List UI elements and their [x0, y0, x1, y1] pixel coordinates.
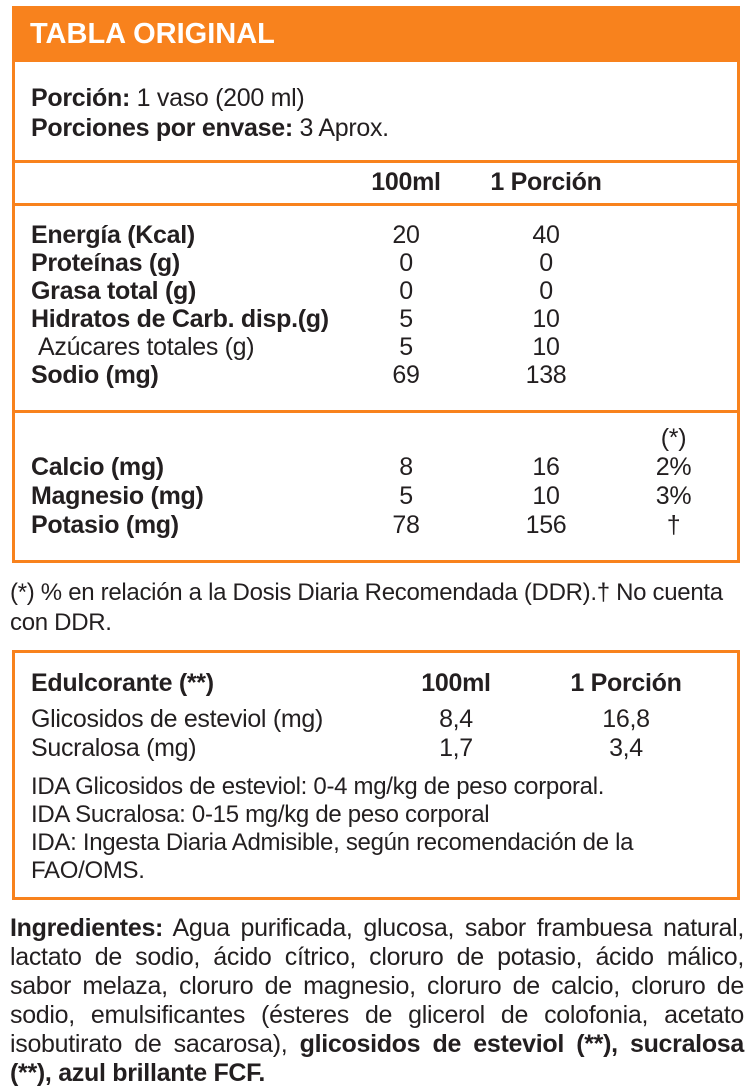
table-row-azucares	[31, 333, 721, 361]
portion-value: 1 vaso (200 ml)	[130, 84, 305, 112]
row-value-portion: 16	[532, 453, 560, 481]
page-title: TABLA ORIGINAL	[30, 17, 275, 50]
row-label: Magnesio (mg)	[31, 482, 204, 510]
row-value-100ml: 8	[399, 453, 413, 481]
col-header-portion: 1 Porción	[490, 168, 602, 196]
ingredients-bold-tail: glicosidos de esteviol (**), sucralosa (**), azul brillante FCF.	[10, 1030, 744, 1087]
ida-notes	[31, 773, 721, 885]
per-container-line	[31, 113, 721, 143]
row-label: Potasio (mg)	[31, 511, 179, 539]
row-label: Proteínas (g)	[31, 249, 180, 277]
serving-section	[15, 62, 737, 160]
ingredients-paragraph	[10, 914, 744, 1088]
table-row-sucralosa	[31, 734, 721, 763]
table-row-calcio	[31, 453, 721, 482]
row-value-portion: 0	[539, 277, 553, 305]
table-row-hidratos	[31, 305, 721, 333]
table-row-proteinas	[31, 249, 721, 277]
table-row-magnesio	[31, 482, 721, 511]
daily-value-section	[15, 413, 737, 560]
row-label: Energía (Kcal)	[31, 221, 195, 249]
ida-note-definition: IDA: Ingesta Diaria Admisible, según recomendación de la FAO/OMS.	[31, 829, 634, 884]
row-value-100ml: 69	[392, 361, 420, 389]
main-nutrition-box	[12, 62, 740, 563]
row-value-100ml: 78	[392, 511, 420, 539]
row-label: Grasa total (g)	[31, 277, 196, 305]
sweetener-rows	[31, 705, 721, 763]
row-value-100ml: 5	[399, 482, 413, 510]
row-value-100ml: 20	[392, 221, 420, 249]
row-label: Sodio (mg)	[31, 361, 159, 389]
table-row-energia	[31, 221, 721, 249]
row-label: Sucralosa (mg)	[31, 734, 197, 762]
row-value-portion: 16,8	[602, 705, 650, 733]
col-header-100ml: 100ml	[371, 168, 441, 196]
row-value-portion: 10	[532, 333, 560, 361]
sweetener-box	[12, 650, 740, 900]
col-header-100ml: 100ml	[421, 669, 491, 697]
sweetener-header-row	[31, 668, 721, 698]
row-label: Glicosidos de esteviol (mg)	[31, 705, 324, 733]
ingredients-label: Ingredientes:	[10, 914, 164, 942]
row-value-portion: 10	[532, 305, 560, 333]
row-value-100ml: 0	[399, 249, 413, 277]
table-row-sodio	[31, 361, 721, 389]
table-row-potasio	[31, 511, 721, 540]
table-row-glicosidos	[31, 705, 721, 734]
row-value-portion: 40	[532, 221, 560, 249]
row-value-100ml: 1,7	[439, 734, 473, 762]
ddr-footnote: (*) % en relación a la Dosis Diaria Recomendada (DDR).† No cuenta con DDR.	[10, 579, 723, 636]
portion-label: Porción:	[31, 84, 130, 112]
nutrient-rows	[15, 206, 737, 410]
sweetener-inner	[15, 653, 737, 897]
row-label: Hidratos de Carb. disp.(g)	[31, 305, 329, 333]
row-value-portion: 10	[532, 482, 560, 510]
row-value-100ml: 8,4	[439, 705, 473, 733]
row-value-portion: 3,4	[609, 734, 643, 762]
ida-note-sucralosa: IDA Sucralosa: 0-15 mg/kg de peso corporal	[31, 801, 490, 828]
table-row-grasa	[31, 277, 721, 305]
dv-header-row	[31, 423, 721, 453]
row-value-dv: †	[666, 511, 681, 539]
row-value-portion: 0	[539, 249, 553, 277]
row-value-100ml: 5	[399, 333, 413, 361]
portion-line	[31, 83, 721, 113]
row-label: Azúcares totales (g)	[38, 333, 255, 361]
row-label: Calcio (mg)	[31, 453, 164, 481]
row-value-dv: 3%	[655, 482, 692, 510]
dv-column-header: (*)	[660, 424, 687, 452]
col-header-portion: 1 Porción	[570, 669, 682, 697]
row-value-portion: 138	[525, 361, 567, 389]
ida-note-esteviol: IDA Glicosidos de esteviol: 0-4 mg/kg de peso corporal.	[31, 773, 605, 800]
per-container-label: Porciones por envase:	[31, 114, 293, 142]
row-value-100ml: 5	[399, 305, 413, 333]
ingredients-regular-text: Agua purificada, glucosa, sabor frambuesa natural, lactato de sodio, ácido cítrico, cloruro de potasio, ácido málico, sabor melaza, cloruro de magnesio, cloruro de calcio, cloruro de sodio, emulsificantes (ésteres de glicerol de colofonia, acetato isobutirato de sacarosa),	[10, 914, 744, 1058]
per-container-value: 3 Aprox.	[292, 114, 389, 142]
nutrition-label	[10, 6, 744, 1088]
title-bar	[12, 6, 740, 62]
row-value-100ml: 0	[399, 277, 413, 305]
row-value-portion: 156	[525, 511, 567, 539]
column-header-row	[15, 163, 737, 203]
sweetener-title: Edulcorante (**)	[31, 669, 214, 697]
row-value-dv: 2%	[655, 453, 692, 481]
